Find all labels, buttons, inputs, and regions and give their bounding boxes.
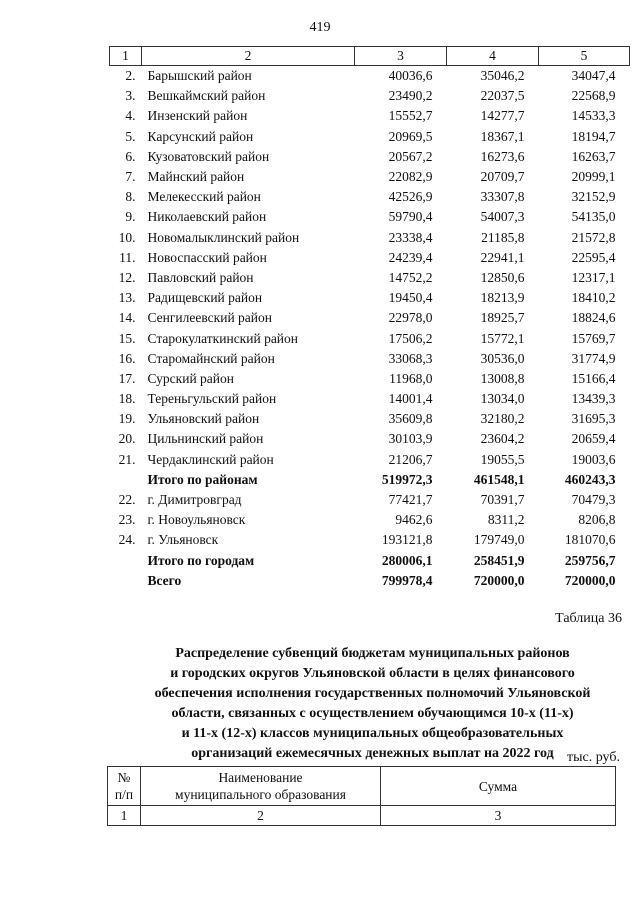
value-col5-cell: 31695,3 <box>571 411 616 427</box>
value-col3-cell: 23490,2 <box>388 88 433 104</box>
value-col4-cell: 30536,0 <box>480 350 525 366</box>
value-col3-cell: 24239,4 <box>388 249 433 265</box>
table-row <box>110 86 630 106</box>
table-row <box>110 268 630 288</box>
col-number-1: 1 <box>110 47 142 66</box>
value-col5-cell: 720000,0 <box>564 572 616 588</box>
value-col5-cell: 20999,1 <box>571 169 616 185</box>
row-number-cell: 18. <box>118 391 136 407</box>
row-number-cell <box>110 571 142 591</box>
value-col4-cell: 14277,7 <box>480 108 525 124</box>
table-row <box>110 228 630 248</box>
value-col3-cell: 23338,4 <box>388 229 433 245</box>
value-col5-cell: 18410,2 <box>571 290 616 306</box>
value-col3-cell: 40036,6 <box>388 68 433 84</box>
municipality-name-cell: Майнский район <box>147 169 245 185</box>
value-col3-cell: 15552,7 <box>388 108 433 124</box>
row-number-cell: 24. <box>118 532 136 548</box>
col-number-4: 4 <box>447 47 539 66</box>
value-col3-cell: 77421,7 <box>388 492 433 508</box>
header-number <box>108 767 141 806</box>
value-col3-cell: 42526,9 <box>388 189 433 205</box>
value-col5-cell: 18194,7 <box>571 128 616 144</box>
municipality-name-cell: Итого по районам <box>147 471 258 487</box>
row-number-cell: 9. <box>125 209 136 225</box>
row-number-cell: 15. <box>118 330 136 346</box>
table-row <box>110 187 630 207</box>
value-col3-cell: 35609,8 <box>388 411 433 427</box>
title-line: и 11-х (12-х) классов муниципальных общеобразовательных <box>181 726 564 741</box>
row-number-cell: 11. <box>119 249 136 265</box>
value-col4-cell: 22941,1 <box>480 249 525 265</box>
table-row <box>110 510 630 530</box>
value-col5-cell: 22568,9 <box>571 88 616 104</box>
value-col4-cell: 16273,6 <box>480 148 525 164</box>
municipality-name-cell: Мелекесский район <box>147 189 261 205</box>
value-col5-cell: 20659,4 <box>571 431 616 447</box>
value-col3-cell: 17506,2 <box>388 330 433 346</box>
title-line: организаций ежемесячных денежных выплат на 2022 год <box>191 746 554 761</box>
value-col5-cell: 22595,4 <box>571 249 616 265</box>
row-number-cell: 3. <box>125 88 136 104</box>
municipality-name-cell: Сурский район <box>147 370 234 386</box>
municipality-name-cell: Чердаклинский район <box>147 451 274 467</box>
value-col3-cell: 30103,9 <box>388 431 433 447</box>
municipality-name-cell: Итого по городам <box>147 552 255 568</box>
value-col3-cell: 20567,2 <box>388 148 433 164</box>
row-number-cell: 4. <box>125 108 136 124</box>
col-number-5: 5 <box>539 47 630 66</box>
value-col4-cell: 12850,6 <box>480 269 525 285</box>
value-col5-cell: 8206,8 <box>578 512 616 528</box>
table-row <box>110 127 630 147</box>
table-row <box>110 66 630 87</box>
header-number-line1: № <box>117 770 131 785</box>
header-municipality-line2: муниципального образования <box>175 787 346 802</box>
value-col5-cell: 70479,3 <box>571 492 616 508</box>
row-number-cell <box>110 551 142 571</box>
title-line: Распределение субвенций бюджетам муниципальных районов <box>175 646 570 661</box>
municipality-name-cell: Старокулаткинский район <box>147 330 299 346</box>
municipality-name-cell: Карсунский район <box>147 128 254 144</box>
row-number-cell: 6. <box>125 148 136 164</box>
value-col5-cell: 14533,3 <box>571 108 616 124</box>
header-number-line2: п/п <box>114 787 134 802</box>
municipality-name-cell: Всего <box>147 572 182 588</box>
table-row <box>110 207 630 227</box>
row-number-cell: 20. <box>118 431 136 447</box>
value-col4-cell: 15772,1 <box>480 330 525 346</box>
row-number-cell: 7. <box>125 169 136 185</box>
table-row <box>110 389 630 409</box>
title-line: области, связанных с осуществлением обучающимся 10-х (11-х) <box>171 706 574 721</box>
municipality-name-cell: Павловский район <box>147 269 254 285</box>
table-row <box>110 369 630 389</box>
value-col5-cell: 34047,4 <box>571 68 616 84</box>
value-col3-cell: 33068,3 <box>388 350 433 366</box>
value-col4-cell: 18367,1 <box>480 128 525 144</box>
header-amount: Сумма <box>381 767 616 806</box>
title-line: и городских округов Ульяновской области в целях финансового <box>170 666 575 681</box>
municipality-name-cell: Сенгилеевский район <box>147 310 272 326</box>
value-col3-cell: 11968,0 <box>389 370 433 386</box>
row-number-cell: 17. <box>118 370 136 386</box>
municipality-name-cell: Барышский район <box>147 68 252 84</box>
value-col3-cell: 799978,4 <box>381 572 433 588</box>
subvention-table-36 <box>107 766 616 826</box>
value-col5-cell: 31774,9 <box>571 350 616 366</box>
value-col3-cell: 519972,3 <box>381 471 433 487</box>
col-number-3: 3 <box>381 806 616 826</box>
table-row <box>110 167 630 187</box>
title-line: обеспечения исполнения государственных полномочий Ульяновской <box>154 686 591 701</box>
municipality-name-cell: Новомалыклинский район <box>147 229 300 245</box>
value-col5-cell: 460243,3 <box>564 471 616 487</box>
row-number-cell: 13. <box>118 290 136 306</box>
col-number-2: 2 <box>142 47 355 66</box>
value-col3-cell: 14752,2 <box>388 269 433 285</box>
value-col4-cell: 19055,5 <box>480 451 525 467</box>
table-row <box>110 530 630 550</box>
value-col3-cell: 280006,1 <box>381 552 433 568</box>
row-number-cell: 23. <box>118 512 136 528</box>
row-number-cell: 21. <box>118 451 136 467</box>
value-col5-cell: 12317,1 <box>571 269 616 285</box>
table-row <box>110 349 630 369</box>
municipality-name-cell: Цильнинский район <box>147 431 264 447</box>
municipality-name-cell: Тереньгульский район <box>147 391 277 407</box>
municipality-name-cell: г. Димитровград <box>147 492 242 508</box>
row-number-cell: 2. <box>125 68 136 84</box>
value-col4-cell: 33307,8 <box>480 189 525 205</box>
value-col4-cell: 35046,2 <box>480 68 525 84</box>
municipality-name-cell: Новоспасский район <box>147 249 267 265</box>
table-header-row <box>108 767 616 806</box>
value-col5-cell: 21572,8 <box>571 229 616 245</box>
table-total-row <box>110 470 630 490</box>
value-col3-cell: 21206,7 <box>388 451 433 467</box>
municipality-name-cell: Инзенский район <box>147 108 248 124</box>
row-number-cell: 8. <box>125 189 136 205</box>
table-row <box>110 147 630 167</box>
value-col3-cell: 22978,0 <box>388 310 433 326</box>
header-municipality <box>141 767 381 806</box>
value-col3-cell: 20969,5 <box>388 128 433 144</box>
value-col5-cell: 13439,3 <box>571 391 616 407</box>
value-col4-cell: 54007,3 <box>480 209 525 225</box>
value-col4-cell: 18925,7 <box>480 310 525 326</box>
col-number-3: 3 <box>355 47 447 66</box>
table-label: Таблица 36 <box>555 611 622 626</box>
table-row <box>110 106 630 126</box>
table-total-row <box>110 571 630 591</box>
value-col4-cell: 18213,9 <box>480 290 525 306</box>
value-col4-cell: 70391,7 <box>480 492 525 508</box>
table-row <box>110 248 630 268</box>
value-col4-cell: 32180,2 <box>480 411 525 427</box>
value-col3-cell: 14001,4 <box>388 391 433 407</box>
row-number-cell: 22. <box>118 492 136 508</box>
value-col4-cell: 720000,0 <box>473 572 525 588</box>
value-col5-cell: 259756,7 <box>564 552 616 568</box>
header-municipality-line1: Наименование <box>218 770 303 785</box>
value-col5-cell: 18824,6 <box>571 310 616 326</box>
value-col5-cell: 54135,0 <box>571 209 616 225</box>
value-col4-cell: 22037,5 <box>480 88 525 104</box>
col-number-2: 2 <box>141 806 381 826</box>
municipality-name-cell: Старомайнский район <box>147 350 275 366</box>
value-col5-cell: 32152,9 <box>571 189 616 205</box>
row-number-cell: 12. <box>118 269 136 285</box>
value-col3-cell: 9462,6 <box>395 512 433 528</box>
row-number-cell <box>110 470 142 490</box>
value-col4-cell: 23604,2 <box>480 431 525 447</box>
row-number-cell: 10. <box>118 229 136 245</box>
table-column-numbers <box>108 806 616 826</box>
subvention-table-continued <box>109 46 630 591</box>
value-col5-cell: 15769,7 <box>571 330 616 346</box>
municipality-name-cell: Радищевский район <box>147 290 263 306</box>
value-col4-cell: 13034,0 <box>480 391 525 407</box>
value-col3-cell: 193121,8 <box>381 532 433 548</box>
value-col3-cell: 22082,9 <box>388 169 433 185</box>
unit-label: тыс. руб. <box>567 750 620 765</box>
municipality-name-cell: Ульяновский район <box>147 411 260 427</box>
value-col4-cell: 21185,8 <box>481 229 525 245</box>
table-row <box>110 409 630 429</box>
table-row <box>110 308 630 328</box>
municipality-name-cell: Кузоватовский район <box>147 148 270 164</box>
value-col4-cell: 258451,9 <box>473 552 525 568</box>
value-col5-cell: 16263,7 <box>571 148 616 164</box>
value-col4-cell: 461548,1 <box>473 471 525 487</box>
table-row <box>110 490 630 510</box>
table-column-numbers <box>110 47 630 66</box>
table-row <box>110 450 630 470</box>
row-number-cell: 5. <box>125 128 136 144</box>
value-col5-cell: 19003,6 <box>571 451 616 467</box>
value-col3-cell: 19450,4 <box>388 290 433 306</box>
value-col3-cell: 59790,4 <box>388 209 433 225</box>
page-number: 419 <box>309 20 331 35</box>
table-row <box>110 288 630 308</box>
row-number-cell: 16. <box>118 350 136 366</box>
col-number-1: 1 <box>108 806 141 826</box>
value-col5-cell: 181070,6 <box>564 532 616 548</box>
value-col4-cell: 13008,8 <box>480 370 525 386</box>
table-row <box>110 429 630 449</box>
value-col4-cell: 20709,7 <box>480 169 525 185</box>
value-col4-cell: 179749,0 <box>473 532 525 548</box>
table-total-row <box>110 551 630 571</box>
municipality-name-cell: Николаевский район <box>147 209 267 225</box>
row-number-cell: 19. <box>118 411 136 427</box>
value-col4-cell: 8311,2 <box>487 512 525 528</box>
municipality-name-cell: г. Ульяновск <box>147 532 219 548</box>
value-col5-cell: 15166,4 <box>571 370 616 386</box>
municipality-name-cell: г. Новоульяновск <box>147 512 246 528</box>
table-row <box>110 328 630 348</box>
table-title <box>110 644 635 764</box>
row-number-cell: 14. <box>118 310 136 326</box>
municipality-name-cell: Вешкаймский район <box>147 88 266 104</box>
